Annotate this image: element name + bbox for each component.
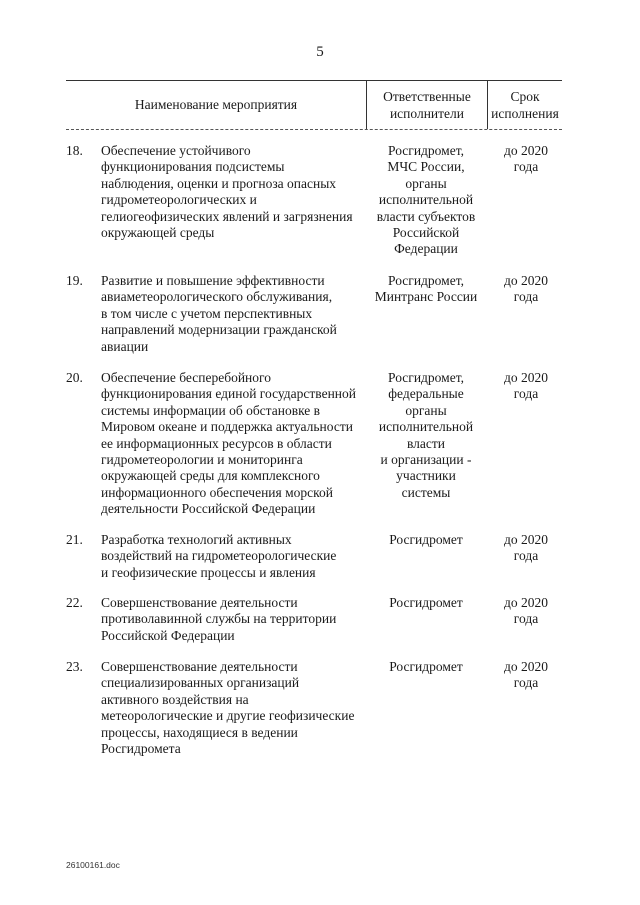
page-number: 5 [316,44,324,60]
header-responsible-text: Ответственные исполнители [383,88,471,121]
row-term: до 2020 года [504,273,548,305]
row-responsible: Росгидромет, МЧС России, органы исполнительной власти субъектов Российской Федерации [376,143,476,257]
header-event-name-text: Наименование мероприятия [134,97,298,112]
row-event-name: Развитие и повышение эффективности авиаметеорологического обслуживания, в том числе с учетом перспективных направлений модернизации гражданской авиации [101,273,337,354]
row-event-name: Совершенствование деятельности противолавинной службы на территории Российской Федерации [101,595,337,643]
header-term [488,80,562,129]
row-event-name: Разработка технологий активных воздействий на гидрометеорологические и геофизические процессы и явления [101,532,337,580]
row-number: 22. [66,595,83,610]
row-responsible: Росгидромет [389,532,463,547]
header-responsible [367,80,487,129]
row-term: до 2020 года [504,659,548,691]
row-term: до 2020 года [504,532,548,564]
row-event-name: Обеспечение бесперебойного функционирования единой государственной системы информации об обстановке в Мировом океане и поддержка актуальности ее информационных ресурсов в области гидрометеорологии и мониторинга окружающей среды для комплексного информационного обеспечения морской деятельности Российской Федерации [101,370,357,517]
row-number: 23. [66,659,83,674]
row-term: до 2020 года [504,143,548,175]
row-event-name: Обеспечение устойчивого функционирования подсистемы наблюдения, оценки и прогноза опасных гидрометеорологических и гелиогеофизических явлений и загрязнения окружающей среды [101,143,353,241]
footer-file-code: 26100161.doc [66,860,120,870]
table-header-rule [66,129,562,130]
row-number: 21. [66,532,83,547]
row-responsible: Росгидромет, Минтранс России [374,273,478,305]
row-number: 19. [66,273,83,288]
row-number: 20. [66,370,83,385]
row-responsible: Росгидромет [389,595,463,610]
header-term-text: Срок исполнения [491,88,559,121]
row-term: до 2020 года [504,595,548,627]
row-term: до 2020 года [504,370,548,402]
row-responsible: Росгидромет [389,659,463,674]
row-responsible: Росгидромет, федеральные органы исполнительной власти и организации - участники системы [378,370,474,500]
row-event-name: Совершенствование деятельности специализированных организаций активного воздействия на метеорологические и другие геофизические процессы, находящиеся в ведении Росгидромета [101,659,355,757]
row-number: 18. [66,143,83,158]
header-event-name [66,80,366,129]
